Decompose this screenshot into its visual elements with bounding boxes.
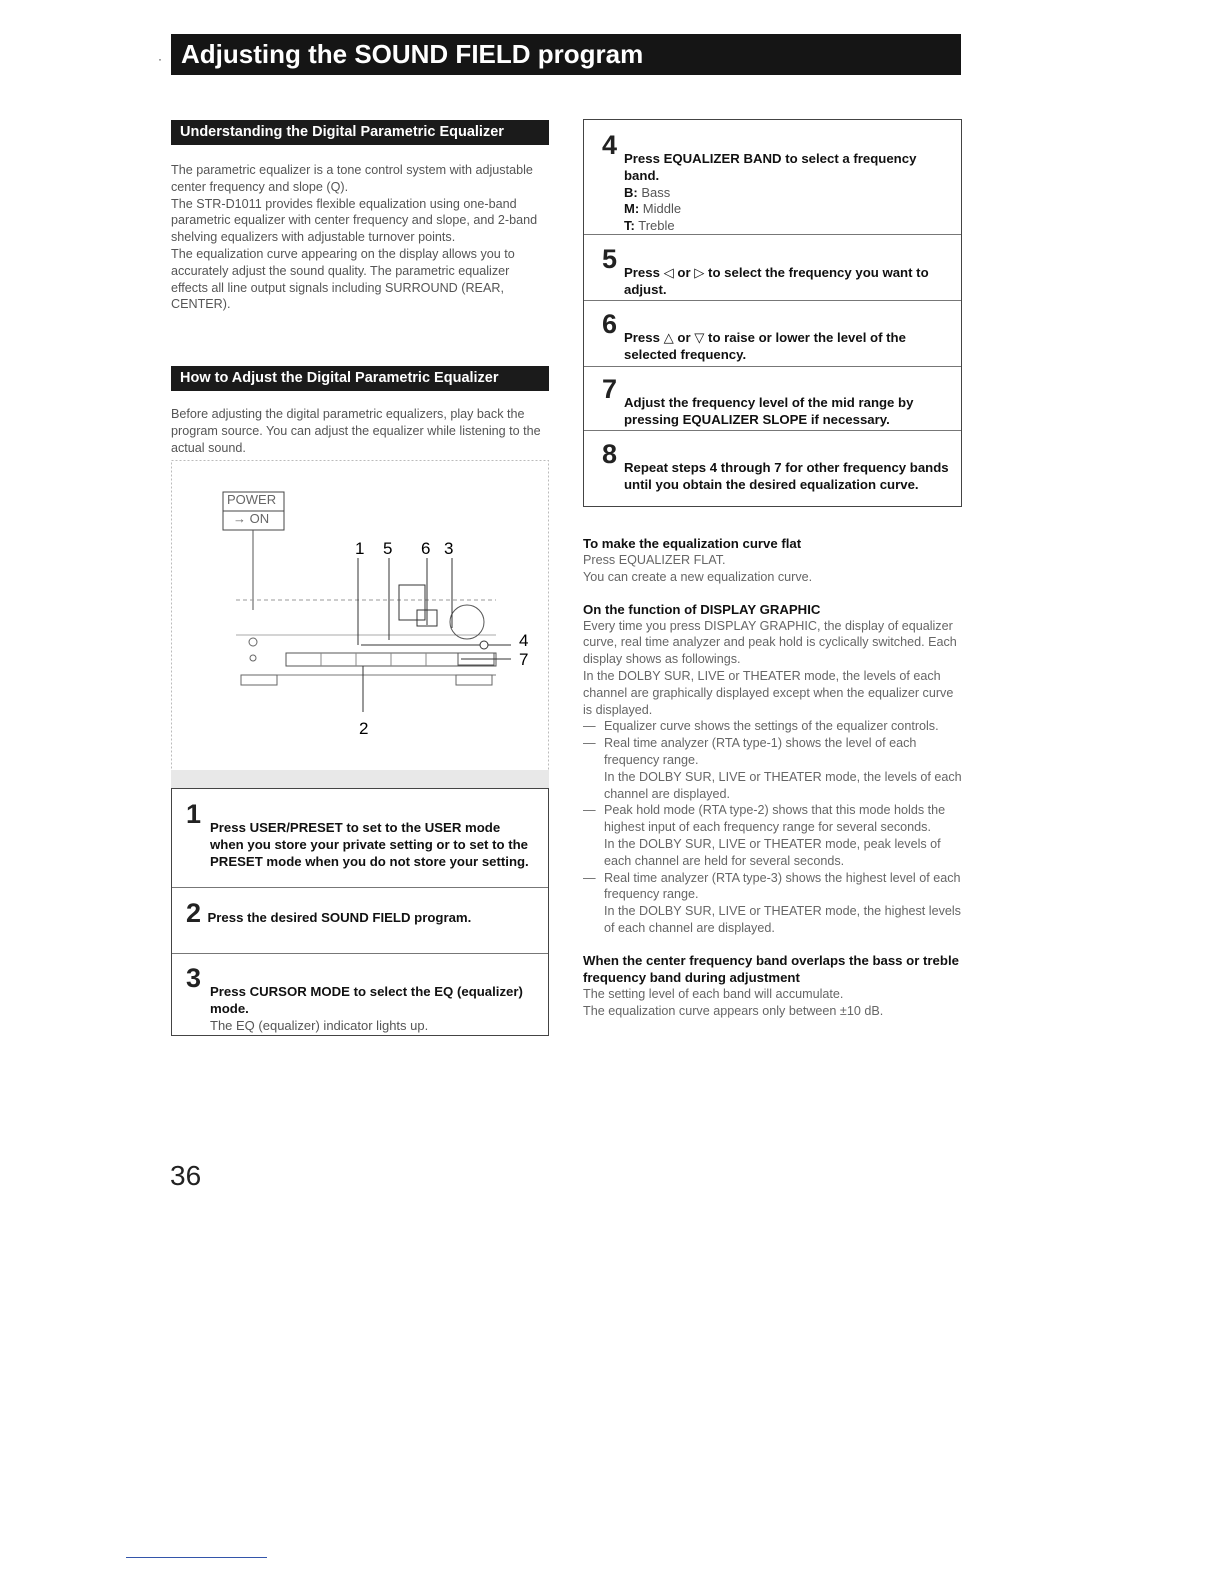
section1-paragraph: The STR-D1011 provides flexible equalization using one-band parametric equalizer with center frequency and slope, and 2-band shelving equalizers with adjustable turnover points.: [171, 196, 538, 245]
diagram-callout: 2: [359, 719, 369, 738]
step-title: Press USER/PRESET to set to the USER mode when you store your private setting or to set to the PRESET mode when you do not store your setting.: [210, 820, 529, 869]
note-heading-flat: To make the equalization curve flat: [583, 536, 802, 551]
step-number: 7: [602, 374, 618, 404]
divider: [172, 953, 548, 954]
divider: [172, 887, 548, 888]
diagram-callout: 4: [519, 631, 529, 650]
step-title: Press △ or ▽ to raise or lower the level of the selected frequency.: [624, 330, 906, 362]
display-mode-item: — Real time analyzer (RTA type-1) shows the level of each frequency range.: [604, 735, 963, 769]
note-line: The setting level of each band will accumulate.: [583, 986, 844, 1001]
step-title: Repeat steps 4 through 7 for other frequency bands until you obtain the desired equalization curve.: [624, 460, 949, 492]
band-value: Treble: [638, 218, 675, 234]
section1-paragraph: The parametric equalizer is a tone control system with adjustable center frequency and slope (Q).: [171, 163, 533, 194]
note-body-overlap: [583, 986, 963, 1020]
step-6: [602, 311, 952, 364]
section-heading-understanding: Understanding the Digital Parametric Equalizer: [171, 120, 549, 145]
section1-paragraph: The equalization curve appearing on the display allows you to accurately adjust the sound quality. The parametric equalizer effects all line output signals including SURROUND (REAR, CENTER).: [171, 246, 515, 312]
display-mode-extra: In the DOLBY SUR, LIVE or THEATER mode, the highest levels of each channel are displayed.: [604, 904, 961, 935]
page-title: Adjusting the SOUND FIELD program: [171, 34, 961, 75]
note-body-display: [583, 618, 963, 937]
title-mark: ·: [158, 52, 162, 66]
display-mode-extra: In the DOLBY SUR, LIVE or THEATER mode, the levels of each channel are displayed.: [604, 769, 962, 801]
step-title: Press EQUALIZER BAND to select a frequency band.: [624, 151, 917, 183]
step-number: 1: [186, 799, 202, 829]
diagram-callout: 1: [355, 539, 365, 558]
step-4: [602, 132, 952, 235]
step-title: Adjust the frequency level of the mid range by pressing EQUALIZER SLOPE if necessary.: [624, 395, 914, 427]
display-mode-item: — Real time analyzer (RTA type-3) shows the highest level of each frequency range.: [604, 870, 963, 904]
receiver-diagram: [171, 460, 549, 788]
divider: [584, 366, 961, 367]
step-8: [602, 441, 952, 494]
section2-intro: Before adjusting the digital parametric equalizers, play back the program source. You can adjust the equalizer while listening to the actual sound.: [171, 407, 541, 455]
band-option: [624, 185, 952, 202]
divider: [584, 300, 961, 301]
band-key: T:: [624, 218, 635, 234]
band-key: M:: [624, 201, 640, 217]
note-heading-overlap: When the center frequency band overlaps the bass or treble frequency band during adjustment: [583, 952, 959, 985]
right-steps-box: [583, 119, 962, 507]
diagram-callout: 7: [519, 650, 529, 669]
step-3: [186, 965, 536, 1034]
receiver-illustration: [171, 460, 549, 788]
display-mode-list: [583, 718, 963, 936]
notes: [583, 535, 963, 1019]
step-7: [602, 376, 952, 429]
display-mode-item: — Equalizer curve shows the settings of the equalizer controls.: [604, 718, 963, 735]
section1-body: [171, 162, 549, 313]
step-number: 8: [602, 439, 618, 469]
band-value: Bass: [641, 184, 671, 200]
diagram-callout: 6: [421, 539, 431, 558]
step-1: [186, 801, 536, 870]
step-title: Press ◁ or ▷ to select the frequency you want to adjust.: [624, 265, 929, 297]
note-line: Press EQUALIZER FLAT.: [583, 553, 726, 567]
display-mode-extra: In the DOLBY SUR, LIVE or THEATER mode, peak levels of each channel are held for several seconds.: [604, 836, 941, 868]
diagram-callout: 5: [383, 539, 393, 558]
page-number: 36: [170, 1160, 202, 1191]
band-value: Middle: [642, 201, 682, 217]
band-option: [624, 201, 952, 218]
section-heading-how-to: How to Adjust the Digital Parametric Equalizer: [171, 366, 549, 391]
footer-rule: [126, 1557, 267, 1558]
step-number: 3: [186, 963, 202, 993]
left-steps-box: [171, 788, 549, 1036]
note-heading-display: On the function of DISPLAY GRAPHIC: [583, 601, 821, 617]
step-title: Press CURSOR MODE to select the EQ (equalizer) mode.: [210, 984, 523, 1016]
note-body-flat: [583, 552, 963, 586]
step-5: [602, 246, 952, 299]
step-number: 5: [602, 244, 618, 274]
band-option: [624, 218, 952, 235]
band-key: B:: [624, 184, 638, 200]
step-number: 4: [602, 130, 618, 160]
step-title: Press the desired SOUND FIELD program.: [207, 910, 472, 925]
divider: [584, 234, 961, 235]
on-label: → ON: [233, 511, 270, 526]
note-line: In the DOLBY SUR, LIVE or THEATER mode, the levels of each channel are graphically displayed except when the equalizer curve is displayed.: [583, 668, 954, 717]
divider: [584, 430, 961, 431]
power-label: POWER: [227, 492, 277, 507]
step-note: The EQ (equalizer) indicator lights up.: [210, 1017, 429, 1033]
note-line: Every time you press DISPLAY GRAPHIC, the display of equalizer curve, real time analyzer and peak hold is cyclically switched. Each display shows as followings.: [583, 618, 957, 667]
step-number: 6: [602, 309, 618, 339]
step-2: [186, 900, 536, 927]
note-line: You can create a new equalization curve.: [583, 569, 813, 584]
display-mode-item: — Peak hold mode (RTA type-2) shows that this mode holds the highest input of each frequency range for several seconds.: [604, 802, 963, 836]
note-line: The equalization curve appears only between ±10 dB.: [583, 1003, 884, 1018]
step-number: 2: [186, 898, 202, 928]
diagram-callout: 3: [444, 539, 454, 558]
